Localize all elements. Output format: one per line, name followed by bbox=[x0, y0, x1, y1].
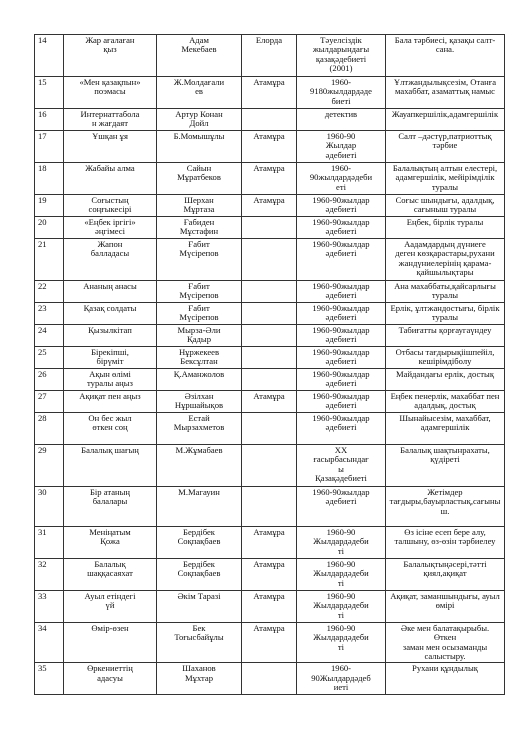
publisher: Атамұра bbox=[242, 558, 297, 590]
theme-description: Ана махаббаты,қайсарлығы туралы bbox=[386, 280, 505, 302]
theme-description: Ақиқат, заманшындығы, ауыл өмірі bbox=[386, 590, 505, 622]
publisher: Атамұра bbox=[242, 622, 297, 663]
work-title: Он бес жыл өткен соң bbox=[64, 412, 157, 444]
literary-period: 1960-90жылдар әдебиеті bbox=[297, 486, 386, 526]
publisher bbox=[242, 280, 297, 302]
literary-period: 1960-90 Жылдардәдеби ті bbox=[297, 622, 386, 663]
literary-period: 1960-90жылдар әдебиеті bbox=[297, 390, 386, 412]
work-title: Жабайы алма bbox=[64, 162, 157, 194]
theme-description: Балалықтыңәсері,тәтті қиял,ақиқат bbox=[386, 558, 505, 590]
theme-description: Еңбек пенерлік, махаббат пен адалдық, достық bbox=[386, 390, 505, 412]
work-title: Ананың анасы bbox=[64, 280, 157, 302]
publisher bbox=[242, 368, 297, 390]
literary-period: 1960-90жылдар әдебиеті bbox=[297, 216, 386, 238]
table-row bbox=[35, 346, 505, 368]
row-number: 19 bbox=[35, 194, 64, 216]
row-number: 18 bbox=[35, 162, 64, 194]
work-title: «Мен қазақпын» поэмасы bbox=[64, 77, 157, 109]
author-name: Ғабиден Мұстафин bbox=[157, 216, 242, 238]
table-row bbox=[35, 324, 505, 346]
theme-description: Шынайысезім, махаббат, адамгершілік bbox=[386, 412, 505, 444]
literary-period: 1960-90 Жылдардәдеби ті bbox=[297, 526, 386, 558]
table-row bbox=[35, 558, 505, 590]
author-name: Қ.Аманжолов bbox=[157, 368, 242, 390]
work-title: Меніңатым Қожа bbox=[64, 526, 157, 558]
table-row bbox=[35, 412, 505, 444]
row-number: 22 bbox=[35, 280, 64, 302]
table-row bbox=[35, 77, 505, 109]
table-row bbox=[35, 280, 505, 302]
work-title: «Еңбек іргігі» әңгімесі bbox=[64, 216, 157, 238]
table-row bbox=[35, 238, 505, 280]
author-name: Ғабит Мүсірепов bbox=[157, 302, 242, 324]
row-number: 27 bbox=[35, 390, 64, 412]
work-title: Ұшқан ұя bbox=[64, 130, 157, 162]
theme-description: Балалықтың алтын елестері, адамгершілік, мейірімділік туралы bbox=[386, 162, 505, 194]
work-title: Жар ағалаған қыз bbox=[64, 35, 157, 77]
theme-description: Майдандағы ерлік, достық bbox=[386, 368, 505, 390]
work-title: Қызылкітап bbox=[64, 324, 157, 346]
table-row bbox=[35, 302, 505, 324]
row-number: 21 bbox=[35, 238, 64, 280]
work-title: Ауыл етіндегі үй bbox=[64, 590, 157, 622]
table-row bbox=[35, 486, 505, 526]
table-row bbox=[35, 109, 505, 131]
literary-period: 1960-90жылдар әдебиеті bbox=[297, 368, 386, 390]
author-name: Естай Мырзахметов bbox=[157, 412, 242, 444]
literary-period: 1960-90 Жылдар әдебиеті bbox=[297, 130, 386, 162]
literary-period: 1960-90жылдар әдебиеті bbox=[297, 302, 386, 324]
row-number: 32 bbox=[35, 558, 64, 590]
literary-period: 1960-90 Жылдардәдеби ті bbox=[297, 590, 386, 622]
theme-description: Табиғатты қорғаугаүндеу bbox=[386, 324, 505, 346]
author-name: Шаханов Мұхтар bbox=[157, 663, 242, 695]
publisher bbox=[242, 302, 297, 324]
publisher bbox=[242, 444, 297, 486]
theme-description: Салт –дәстүр,патриоттық тәрбие bbox=[386, 130, 505, 162]
literary-period: 1960-90 Жылдардәдеби ті bbox=[297, 558, 386, 590]
author-name: Б.Момышұлы bbox=[157, 130, 242, 162]
work-title: Бірекіпші, бірүміт bbox=[64, 346, 157, 368]
literature-table bbox=[34, 34, 505, 695]
publisher: Атамұра bbox=[242, 194, 297, 216]
work-title: Бір атаның балалары bbox=[64, 486, 157, 526]
publisher: Атамұра bbox=[242, 130, 297, 162]
work-title: Қазақ солдаты bbox=[64, 302, 157, 324]
author-name: М.Магауин bbox=[157, 486, 242, 526]
theme-description: Жауапкершілік,адамгершілік bbox=[386, 109, 505, 131]
publisher bbox=[242, 663, 297, 695]
work-title: Өркениеттің адасуы bbox=[64, 663, 157, 695]
theme-description: Бала тәрбиесі, қазақы салт- сана. bbox=[386, 35, 505, 77]
work-title: Ақиқат пен аңыз bbox=[64, 390, 157, 412]
publisher: Атамұра bbox=[242, 590, 297, 622]
literary-period: Тәуелсіздік жылдарындағы қазақәдебиеті (2001) bbox=[297, 35, 386, 77]
row-number: 15 bbox=[35, 77, 64, 109]
theme-description: Еңбек, бірлік туралы bbox=[386, 216, 505, 238]
theme-description: Отбасы тағдырықіішпейіл, кешірімдіболу bbox=[386, 346, 505, 368]
literary-period: 1960- 90жылдардәдеби еті bbox=[297, 162, 386, 194]
table-row bbox=[35, 526, 505, 558]
literary-period: 1960- 90Жылдардәдеб иеті bbox=[297, 663, 386, 695]
row-number: 17 bbox=[35, 130, 64, 162]
literary-period: 1960-90жылдар әдебиеті bbox=[297, 346, 386, 368]
publisher bbox=[242, 486, 297, 526]
publisher bbox=[242, 238, 297, 280]
table-row bbox=[35, 194, 505, 216]
publisher: Атамұра bbox=[242, 526, 297, 558]
publisher bbox=[242, 324, 297, 346]
work-title: Балалық шаққасаяхат bbox=[64, 558, 157, 590]
literary-period: детектив bbox=[297, 109, 386, 131]
work-title: Жапон балладасы bbox=[64, 238, 157, 280]
theme-description: Жетімдер тағдыры,бауырластық,сағыны ш. bbox=[386, 486, 505, 526]
author-name: Бердібек Соқпақбаев bbox=[157, 526, 242, 558]
publisher: Атамұра bbox=[242, 390, 297, 412]
row-number: 35 bbox=[35, 663, 64, 695]
work-title: Ақын өлімі туралы аңыз bbox=[64, 368, 157, 390]
literary-period: 1960-90жылдар әдебиеті bbox=[297, 238, 386, 280]
work-title: Соғыстың соңғыкесірі bbox=[64, 194, 157, 216]
author-name: Ғабит Мүсірепов bbox=[157, 238, 242, 280]
publisher: Атамұра bbox=[242, 162, 297, 194]
table-row bbox=[35, 444, 505, 486]
literary-period: XX ғасырбасындағ ы Қазақәдебиеті bbox=[297, 444, 386, 486]
literary-period: 1960-90жылдар әдебиеті bbox=[297, 324, 386, 346]
author-name: Артур Конан Дойл bbox=[157, 109, 242, 131]
row-number: 31 bbox=[35, 526, 64, 558]
table-row bbox=[35, 663, 505, 695]
author-name: Бердібек Соқпақбаев bbox=[157, 558, 242, 590]
work-title: Балалық шағың bbox=[64, 444, 157, 486]
table-row bbox=[35, 216, 505, 238]
literary-period: 1960-90жылдар әдебиеті bbox=[297, 280, 386, 302]
author-name: Адам Мекебаев bbox=[157, 35, 242, 77]
row-number: 14 bbox=[35, 35, 64, 77]
publisher bbox=[242, 412, 297, 444]
row-number: 25 bbox=[35, 346, 64, 368]
author-name: Сайын Мұратбеков bbox=[157, 162, 242, 194]
row-number: 33 bbox=[35, 590, 64, 622]
table-row bbox=[35, 130, 505, 162]
author-name: Ғабит Мүсірепов bbox=[157, 280, 242, 302]
row-number: 16 bbox=[35, 109, 64, 131]
row-number: 30 bbox=[35, 486, 64, 526]
publisher bbox=[242, 346, 297, 368]
table-row bbox=[35, 162, 505, 194]
theme-description: Өз ісіне есеп бере алу, талшыну, өз-өзін тәрбиелеу bbox=[386, 526, 505, 558]
literary-period: 1960- 9180жылдардәде биеті bbox=[297, 77, 386, 109]
table-row bbox=[35, 35, 505, 77]
theme-description: Балалық шақтынрахаты, қүдіреті bbox=[386, 444, 505, 486]
theme-description: Соғыс шындығы, адалдық, сағыныш туралы bbox=[386, 194, 505, 216]
row-number: 29 bbox=[35, 444, 64, 486]
table-body bbox=[35, 35, 505, 695]
literary-period: 1960-90жылдар әдебиеті bbox=[297, 412, 386, 444]
table-row bbox=[35, 390, 505, 412]
publisher: Елорда bbox=[242, 35, 297, 77]
theme-description: Ұлтжандылықсезім, Отанға махаббат, азаматтық намыс bbox=[386, 77, 505, 109]
author-name: М.Жұмабаев bbox=[157, 444, 242, 486]
author-name: Шерхан Мұртаза bbox=[157, 194, 242, 216]
theme-description: Рухани құндылық bbox=[386, 663, 505, 695]
publisher: Атамұра bbox=[242, 77, 297, 109]
row-number: 24 bbox=[35, 324, 64, 346]
author-name: Мырза-Әли Қадыр bbox=[157, 324, 242, 346]
author-name: Ж.Молдағали ев bbox=[157, 77, 242, 109]
theme-description: Әке мен балатақырыбы. Өткен заман мен осызаманды салыстыру. bbox=[386, 622, 505, 663]
table-row bbox=[35, 368, 505, 390]
author-name: Әзілхан Нұршайықов bbox=[157, 390, 242, 412]
publisher bbox=[242, 216, 297, 238]
row-number: 28 bbox=[35, 412, 64, 444]
author-name: Әкім Таразі bbox=[157, 590, 242, 622]
row-number: 34 bbox=[35, 622, 64, 663]
row-number: 20 bbox=[35, 216, 64, 238]
work-title: Интернаттабола н жағдаят bbox=[64, 109, 157, 131]
author-name: Бек Тоғысбайұлы bbox=[157, 622, 242, 663]
table-row bbox=[35, 590, 505, 622]
publisher bbox=[242, 109, 297, 131]
theme-description: Ерлік, ұлтжандостығы, бірлік туралы bbox=[386, 302, 505, 324]
work-title: Өмір-өзен bbox=[64, 622, 157, 663]
table-row bbox=[35, 622, 505, 663]
author-name: Нұржекеев Бексұлтан bbox=[157, 346, 242, 368]
row-number: 26 bbox=[35, 368, 64, 390]
row-number: 23 bbox=[35, 302, 64, 324]
literary-period: 1960-90жылдар әдебиеті bbox=[297, 194, 386, 216]
theme-description: Аадамдардың дүниеге деген көзқарастары,рухани жандүниелерінің қарама- қайшылықтары bbox=[386, 238, 505, 280]
